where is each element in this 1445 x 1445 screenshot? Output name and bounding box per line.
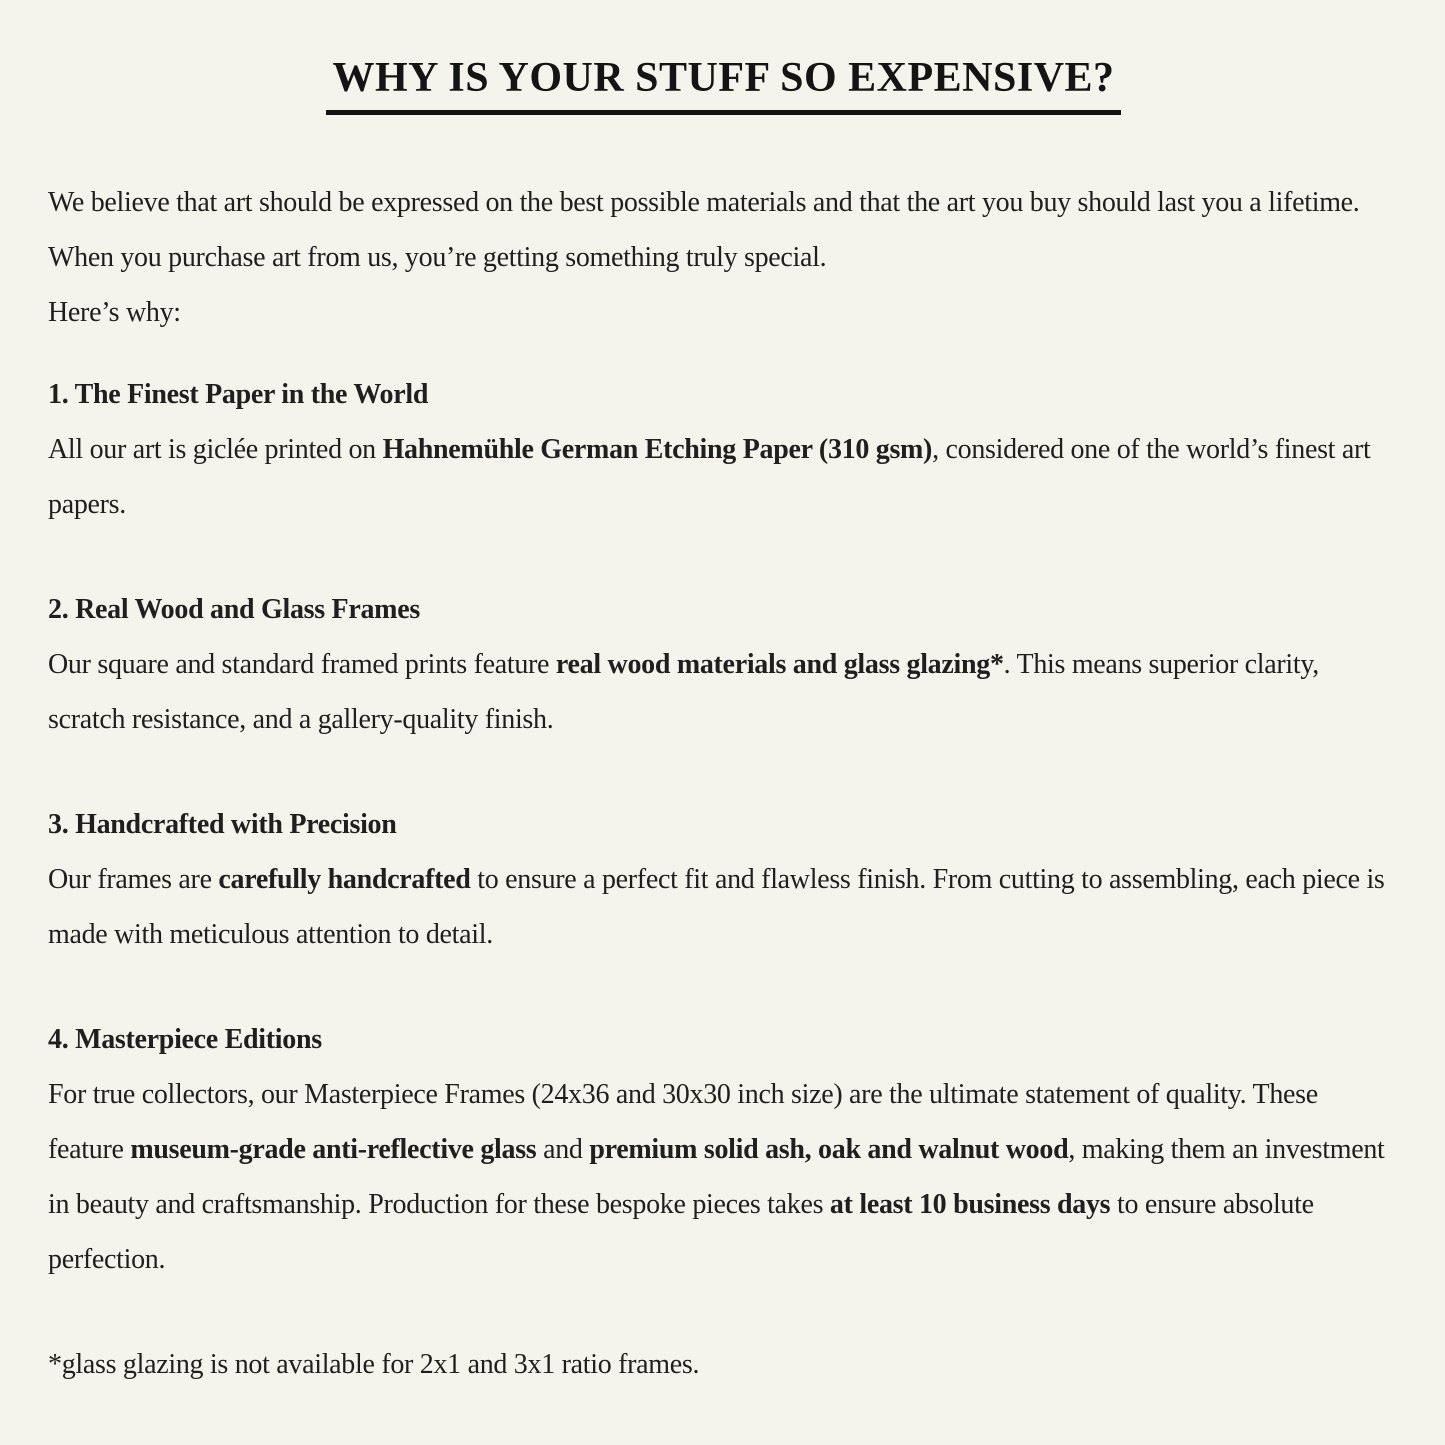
section-heading: 2. Real Wood and Glass Frames (48, 594, 420, 626)
intro-paragraph-1 (48, 175, 1399, 285)
text-segment: , making them an investment in beauty and craftsmanship. Production for these bespoke pieces takes (48, 1134, 1385, 1221)
section-heading: 1. The Finest Paper in the World (48, 379, 429, 411)
section-1 (48, 367, 1399, 532)
text-segment: *glass glazing is not available for 2x1 and 3x1 ratio frames. (48, 1349, 700, 1381)
text-segment: to ensure absolute perfection. (48, 1189, 1314, 1276)
bold-text-segment: real wood materials and glass glazing* (555, 649, 1004, 681)
title-row (48, 54, 1399, 115)
bold-text-segment: Hahnemühle German Etching Paper (310 gsm) (382, 434, 933, 466)
section-paragraph (48, 422, 1399, 532)
section-paragraph (48, 1067, 1399, 1287)
footnote (48, 1337, 1399, 1392)
page-title: WHY IS YOUR STUFF SO EXPENSIVE? (326, 54, 1120, 115)
section-paragraph (48, 852, 1399, 962)
text-segment: Our frames are (48, 864, 219, 896)
section-heading: 4. Masterpiece Editions (48, 1024, 322, 1056)
bold-text-segment: premium solid ash, oak and walnut wood (589, 1134, 1069, 1166)
text-segment: and (536, 1134, 590, 1166)
text-segment: , considered one of the world’s finest art papers. (48, 434, 1371, 521)
text-segment: We believe that art should be expressed on the best possible materials and that the art you buy should last you a lifetime. When you purchase art from us, you’re getting something truly special. (48, 187, 1360, 274)
sections-container (48, 367, 1399, 1287)
text-segment: Here’s why: (48, 297, 181, 329)
section-paragraph (48, 637, 1399, 747)
section-heading: 3. Handcrafted with Precision (48, 809, 397, 841)
bold-text-segment: carefully handcrafted (218, 864, 471, 896)
intro-block (48, 175, 1399, 340)
section-4 (48, 1012, 1399, 1287)
text-segment: For true collectors, our Masterpiece Frames (24x36 and 30x30 inch size) are the ultimate statement of quality. These feature (48, 1079, 1318, 1166)
text-segment: All our art is giclée printed on (48, 434, 383, 466)
bold-text-segment: at least 10 business days (829, 1189, 1111, 1221)
section-3 (48, 797, 1399, 962)
text-segment: Our square and standard framed prints feature (48, 649, 556, 681)
intro-paragraph-2 (48, 285, 1399, 340)
bold-text-segment: museum-grade anti-reflective glass (130, 1134, 537, 1166)
text-segment: to ensure a perfect fit and flawless finish. From cutting to assembling, each piece is made with meticulous attention to detail. (48, 864, 1385, 951)
text-segment: . This means superior clarity, scratch resistance, and a gallery-quality finish. (48, 649, 1319, 736)
section-2 (48, 582, 1399, 747)
